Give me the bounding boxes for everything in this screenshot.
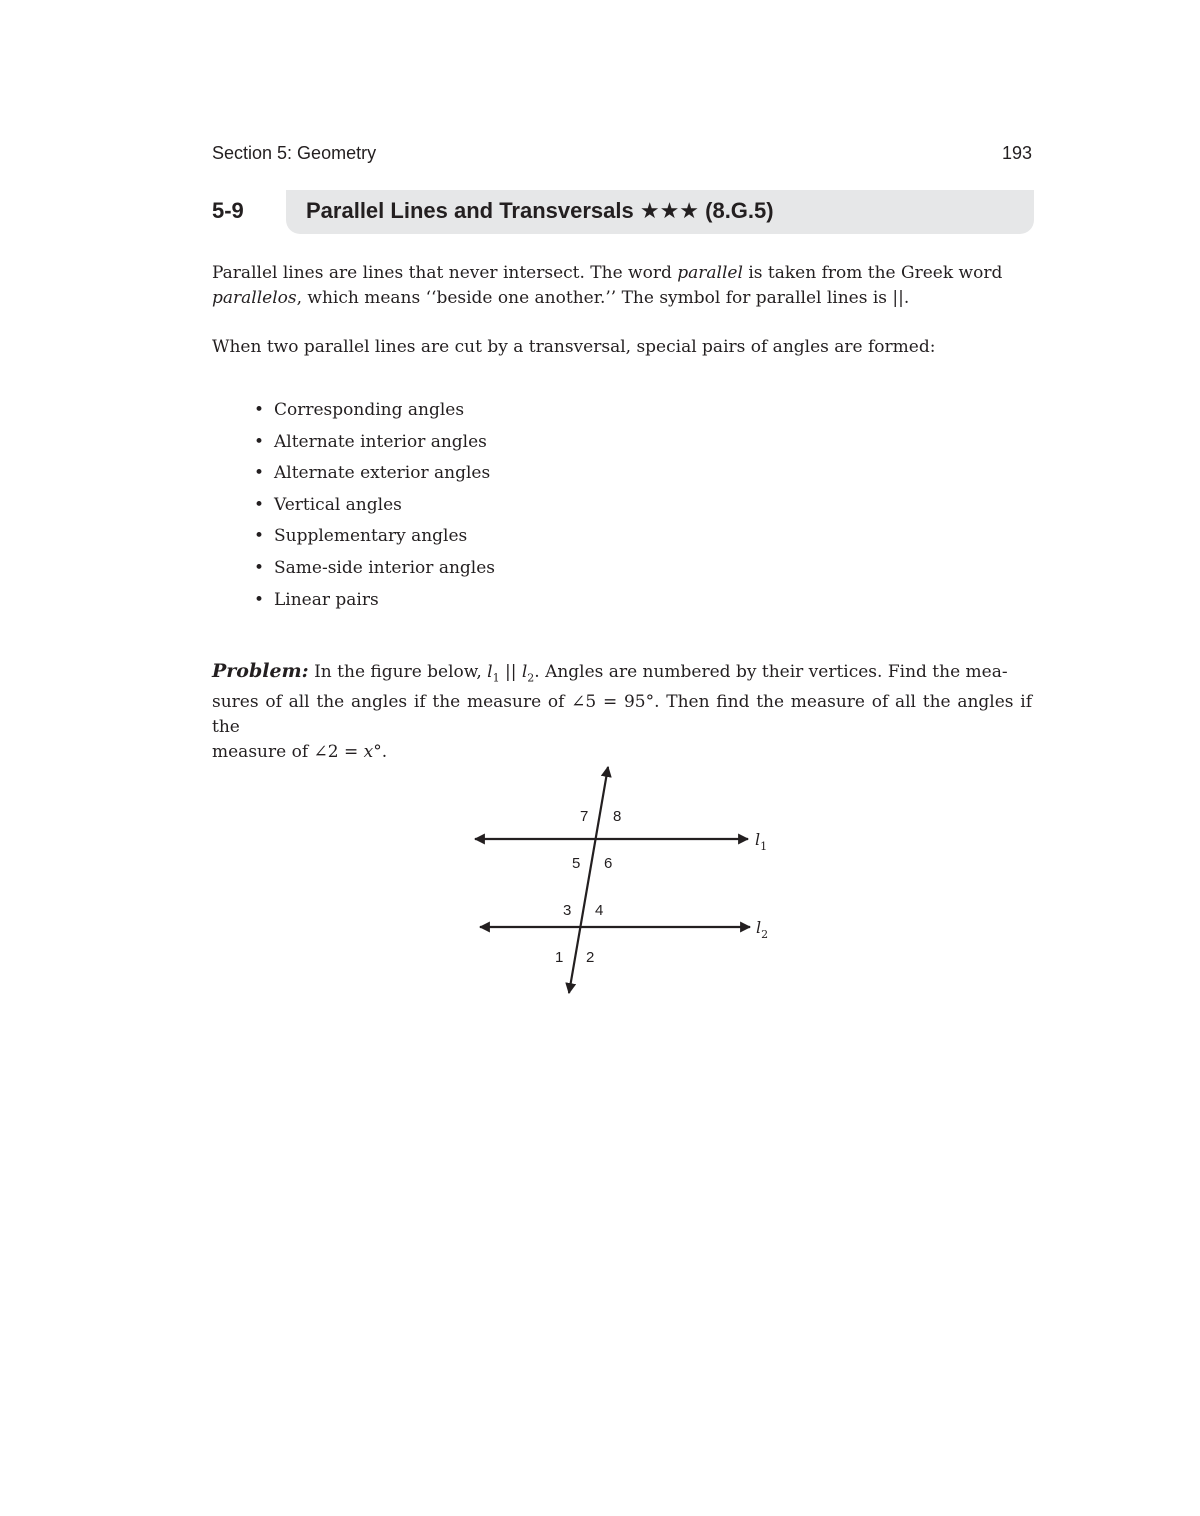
variable-x: x bbox=[363, 742, 374, 763]
bullet: • bbox=[254, 431, 265, 452]
problem-paragraph bbox=[212, 659, 1032, 765]
list-item bbox=[254, 555, 495, 587]
angle-label-8: 8 bbox=[613, 808, 622, 825]
list-item bbox=[254, 429, 495, 461]
list-item bbox=[254, 523, 495, 555]
section-title: Parallel Lines and Transversals ★★★ (8.G.5) bbox=[306, 198, 774, 223]
list-item-text: Corresponding angles bbox=[274, 400, 465, 420]
problem-label: Problem: bbox=[212, 660, 309, 682]
angle-label-1: 1 bbox=[555, 949, 564, 966]
problem-text: . Angles are numbered by their vertices. Find the mea- bbox=[534, 662, 1008, 682]
bullet: • bbox=[254, 400, 265, 420]
problem-text: °. bbox=[373, 742, 388, 763]
list-item-text: Linear pairs bbox=[274, 589, 379, 610]
bullet: • bbox=[254, 494, 265, 515]
list-item bbox=[254, 587, 495, 619]
intro-text: , which means ‘‘beside one another.’’ The symbol for parallel lines is ||. bbox=[296, 288, 910, 308]
running-header bbox=[212, 143, 1032, 169]
intro-paragraph bbox=[212, 261, 1032, 311]
bullet: • bbox=[254, 463, 265, 484]
bullet: • bbox=[254, 557, 265, 578]
list-item-text: Alternate interior angles bbox=[274, 431, 487, 452]
bullet: • bbox=[254, 526, 265, 547]
problem-text: measure of ∠2 = bbox=[212, 742, 364, 763]
parallel-lines-figure bbox=[462, 760, 782, 1005]
intro-text: is taken from the Greek word bbox=[742, 263, 1003, 283]
bullet: • bbox=[254, 589, 265, 610]
lead-paragraph: When two parallel lines are cut by a transversal, special pairs of angles are formed: bbox=[212, 337, 936, 357]
angle-label-7: 7 bbox=[580, 808, 589, 825]
angle-label-4: 4 bbox=[595, 902, 604, 919]
angle-pair-list bbox=[254, 397, 495, 618]
line-subscript: 1 bbox=[492, 671, 500, 685]
angle-label-2: 2 bbox=[586, 949, 595, 966]
line-subscript: 2 bbox=[527, 671, 535, 685]
term-parallelos: parallelos bbox=[212, 288, 297, 308]
line-label-l2: $l_2$ bbox=[756, 918, 769, 941]
parallel-symbol: || bbox=[499, 662, 522, 682]
problem-text: sures of all the angles if the measure of ∠5 = 95°. Then find the measure of all the angles if the bbox=[212, 692, 1032, 738]
list-item-text: Vertical angles bbox=[274, 494, 402, 515]
list-item-text: Same-side interior angles bbox=[274, 557, 496, 578]
problem-text: In the figure below, bbox=[308, 662, 488, 682]
page-number: 193 bbox=[1001, 143, 1032, 163]
angle-label-3: 3 bbox=[563, 902, 572, 919]
angle-label-6: 6 bbox=[604, 855, 613, 872]
intro-text: Parallel lines are lines that never intersect. The word bbox=[212, 263, 678, 283]
list-item bbox=[254, 460, 495, 492]
list-item-text: Supplementary angles bbox=[274, 526, 468, 547]
term-parallel: parallel bbox=[677, 263, 743, 283]
list-item bbox=[254, 492, 495, 524]
section-heading bbox=[212, 190, 1034, 234]
line-label-l1: $l_1$ bbox=[755, 830, 768, 853]
section-label: Section 5: Geometry bbox=[212, 143, 377, 163]
line-symbol: l bbox=[487, 662, 493, 682]
list-item bbox=[254, 397, 495, 429]
line-symbol: l bbox=[521, 662, 528, 682]
section-number: 5-9 bbox=[212, 198, 244, 223]
list-item-text: Alternate exterior angles bbox=[274, 463, 491, 484]
angle-label-5: 5 bbox=[572, 855, 581, 872]
title-bar bbox=[286, 190, 1034, 234]
